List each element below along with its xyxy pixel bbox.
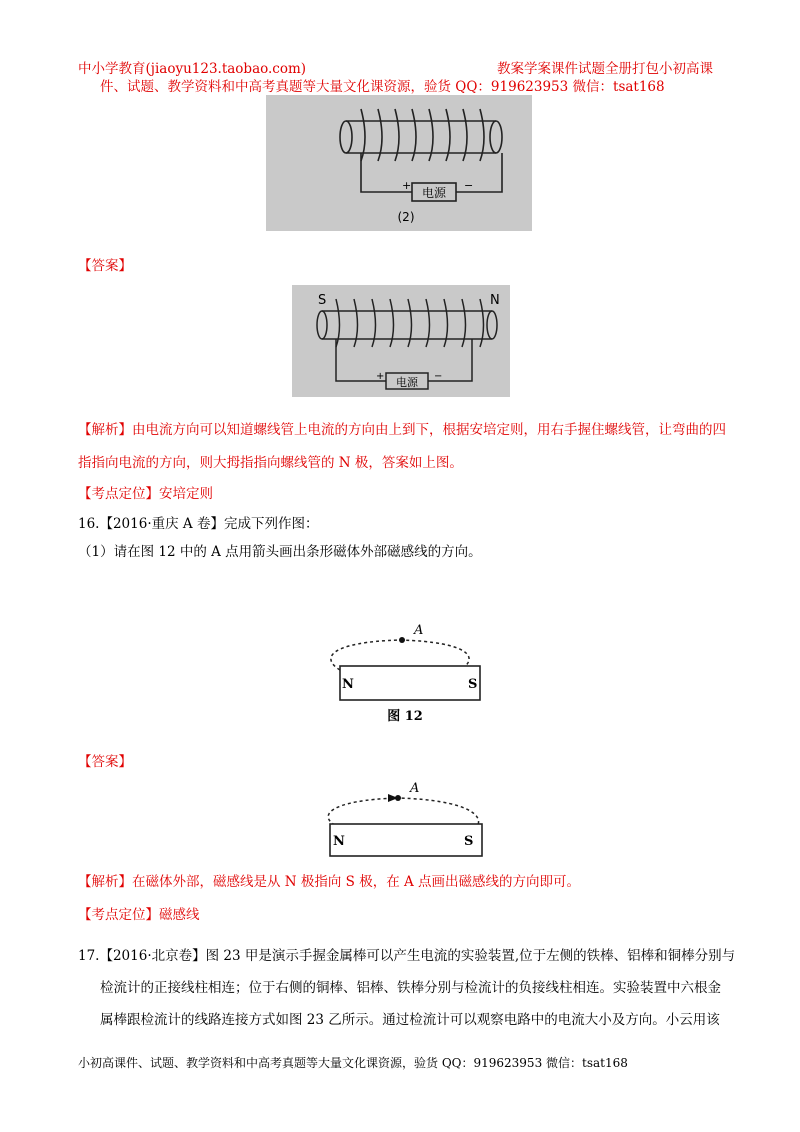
fig2-plus: +	[376, 371, 385, 382]
q16-point-text: 磁感线	[159, 907, 200, 923]
fig3-point-a: A	[414, 623, 424, 638]
fig3-pole-n: N	[342, 677, 354, 692]
fig1-minus: −	[464, 179, 474, 192]
q15-analysis-line2: 指指向电流的方向，则大拇指指向螺线管的 N 极，答案如上图。	[78, 455, 463, 471]
header-left: 中小学教育(jiaoyu123.taobao.com)	[78, 61, 307, 77]
fig4-pole-n: N	[333, 834, 345, 849]
fig1-power-label: 电源	[421, 186, 447, 200]
q16-point	[78, 905, 200, 925]
header-line2: 件、试题、教学资料和中高考真题等大量文化课资源，验货 QQ：919623953 微信：tsat168	[100, 79, 665, 95]
fig2-minus: −	[434, 371, 443, 382]
solenoid-answer-figure	[292, 285, 510, 397]
fig1-plus: +	[402, 179, 412, 192]
q16-analysis	[78, 872, 580, 892]
q15-point-label: 【考点定位】	[78, 486, 159, 502]
header-right: 教案学案课件试题全册打包小初高课	[497, 61, 713, 77]
q16-answer-label: 【答案】	[78, 754, 132, 770]
fig4-pole-s: S	[464, 834, 474, 849]
bar-magnet-figure-12	[300, 618, 500, 728]
fig4-point-a: A	[410, 781, 420, 796]
q15-analysis-line1	[78, 420, 726, 440]
q16-analysis-label: 【解析】	[78, 874, 132, 890]
q15-analysis-text-1: 由电流方向可以知道螺线管上电流的方向由上到下，根据安培定则，用右手握住螺线管，让弯曲的四	[132, 422, 726, 438]
q17-line2: 检流计的正接线柱相连；位于右侧的铜棒、铝棒、铁棒分别与检流计的负接线柱相连。实验装置中六根金	[100, 980, 721, 996]
bar-magnet-answer-figure	[300, 778, 500, 860]
q16-title: 16.【2016·重庆 A 卷】完成下列作图：	[78, 516, 319, 532]
q16-sub1: （1）请在图 12 中的 A 点用箭头画出条形磁体外部磁感线的方向。	[78, 544, 482, 560]
q17-line1: 17.【2016·北京卷】图 23 甲是演示手握金属棒可以产生电流的实验装置,位于左侧的铁棒、铝棒和铜棒分别与	[78, 948, 736, 964]
q17-line3: 属棒跟检流计的线路连接方式如图 23 乙所示。通过检流计可以观察电路中的电流大小及方向。小云用该	[100, 1012, 720, 1028]
fig2-power-label: 电源	[396, 376, 418, 389]
q16-point-label: 【考点定位】	[78, 907, 159, 923]
fig3-caption: 图 12	[387, 709, 423, 724]
solenoid-figure-2	[266, 95, 532, 231]
fig2-pole-s: S	[318, 293, 327, 308]
footer-text: 小初高课件、试题、教学资料和中高考真题等大量文化课资源，验货 QQ：919623953 微信：tsat168	[78, 1056, 628, 1070]
q15-point	[78, 484, 213, 504]
fig3-pole-s: S	[468, 677, 478, 692]
q15-analysis-label: 【解析】	[78, 422, 132, 438]
fig1-caption: (2)	[397, 210, 415, 224]
q16-analysis-text: 在磁体外部，磁感线是从 N 极指向 S 极，在 A 点画出磁感线的方向即可。	[132, 874, 581, 890]
fig2-pole-n: N	[490, 293, 500, 308]
q15-point-text: 安培定则	[159, 486, 213, 502]
q15-answer-label: 【答案】	[78, 258, 132, 274]
